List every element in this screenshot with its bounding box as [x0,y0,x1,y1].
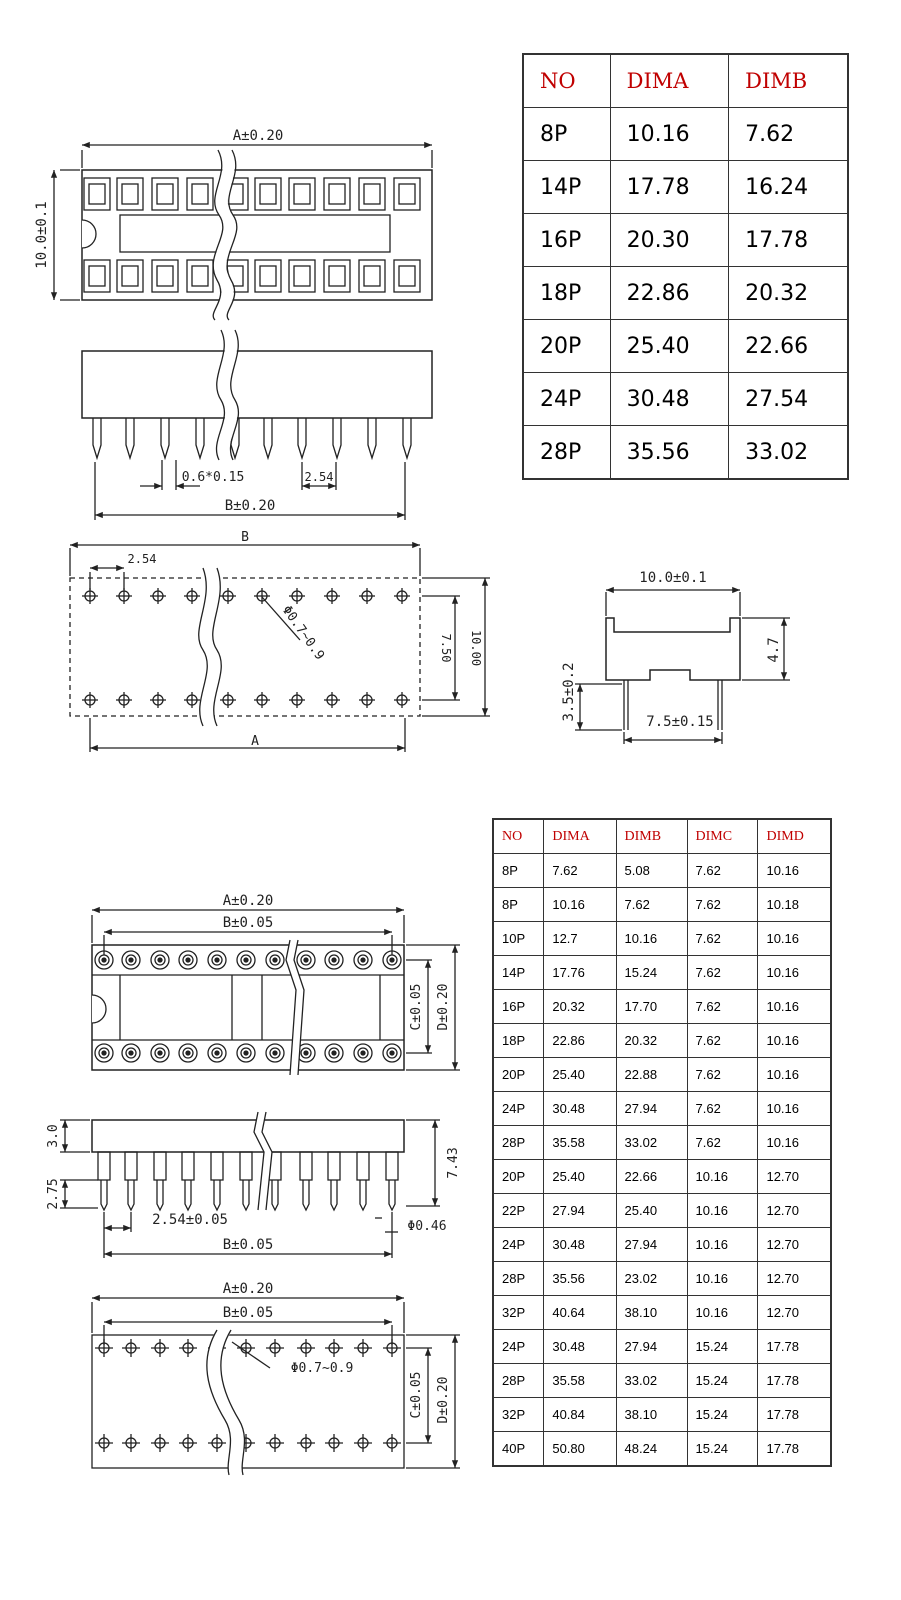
table-cell: 22.66 [729,320,848,373]
table-cell: 15.24 [616,956,687,990]
column-header: NO [523,54,610,108]
table-cell: 12.70 [758,1160,831,1194]
socket1-top-view [82,150,432,320]
column-header: DIMC [687,819,758,854]
contact-cell [255,260,281,292]
fp1-pitch: 2.54 [127,552,157,566]
table-cell: 25.40 [544,1058,616,1092]
machined-contact-core [186,1051,190,1055]
table-cell: 7.62 [616,888,687,922]
pin-sleeve [240,1152,252,1180]
contact-slot [294,184,310,204]
fp1-outer-width: 10.00 [469,629,483,667]
side1-pin-length: 3.5±0.2 [561,662,577,722]
table-row [523,426,848,480]
table-cell: 7.62 [687,1024,758,1058]
column-header: DIMA [544,819,616,854]
table-cell: 38.10 [616,1398,687,1432]
table-cell: 10.16 [687,1194,758,1228]
table-cell: 10.18 [758,888,831,922]
contact-cell [324,260,350,292]
table-cell: 7.62 [544,854,616,888]
pin [264,418,272,458]
d1-pitch: 2.54 [304,470,334,484]
contact-slot [157,184,173,204]
table-cell: 22.86 [610,267,729,320]
table-cell: 22.86 [544,1024,616,1058]
table-cell: 7.62 [687,922,758,956]
table-cell: 35.58 [544,1364,616,1398]
contact-slot [157,266,173,286]
column-header: DIMA [610,54,729,108]
table-cell: 35.58 [544,1126,616,1160]
d2-pin-dia: Φ0.46 [407,1219,447,1234]
pin [93,418,101,458]
table-cell: 10.16 [616,922,687,956]
contact-cell [394,260,420,292]
table-row [493,854,831,888]
fp1-bottom-dim: A [251,734,259,749]
table-cell: 22.88 [616,1058,687,1092]
machined-contact-core [332,958,336,962]
pin [214,1180,220,1210]
table-cell: 10.16 [758,922,831,956]
table-cell: 27.94 [616,1330,687,1364]
table-cell: 25.40 [544,1160,616,1194]
d2-body-h: 3.0 [46,1124,61,1148]
contact-cell [289,178,315,210]
table-cell: 10.16 [687,1296,758,1330]
table-cell: 33.02 [616,1126,687,1160]
contact-cell [289,260,315,292]
table-cell: 22.66 [616,1160,687,1194]
table-cell: 27.94 [544,1194,616,1228]
machined-contact-core [390,958,394,962]
table-cell: 40P [493,1432,544,1467]
pin-sleeve [300,1152,312,1180]
pin [126,418,134,458]
contact-slot [399,184,415,204]
table-row [493,1092,831,1126]
dimension-table-machined [492,818,832,1467]
column-header: NO [493,819,544,854]
table-cell: 12.70 [758,1228,831,1262]
pin-sleeve [182,1152,194,1180]
machined-contact-core [390,1051,394,1055]
table-cell: 17.70 [616,990,687,1024]
d2-a-dim: A±0.20 [222,893,274,909]
pin-sleeve [357,1152,369,1180]
machined-contact-core [304,958,308,962]
table-cell: 20P [523,320,610,373]
pin [389,1180,395,1210]
pin-sleeve [386,1152,398,1180]
table-header-row [493,819,831,854]
table-cell: 12.70 [758,1262,831,1296]
table-cell: 15.24 [687,1330,758,1364]
table-row [493,888,831,922]
pin [161,418,169,458]
table-row [523,267,848,320]
table-cell: 15.24 [687,1398,758,1432]
table-cell: 40.84 [544,1398,616,1432]
machined-contact-core [215,958,219,962]
table-cell: 20.32 [729,267,848,320]
socket2-side-view [92,1112,404,1210]
table-cell: 20.32 [616,1024,687,1058]
pin [331,1180,337,1210]
table-cell: 7.62 [687,1126,758,1160]
pin [196,418,204,458]
contact-slot [399,266,415,286]
pin [303,1180,309,1210]
machined-contact-core [332,1051,336,1055]
table-cell: 28P [493,1364,544,1398]
contact-slot [260,184,276,204]
table-cell: 16P [493,990,544,1024]
table-cell: 28P [493,1126,544,1160]
contact-cell [187,178,213,210]
table-cell: 22P [493,1194,544,1228]
table-row [493,1364,831,1398]
machined-contact-core [273,1051,277,1055]
fp2-hole: Φ0.7~0.9 [290,1361,354,1376]
table-cell: 32P [493,1398,544,1432]
table-cell: 27.94 [616,1092,687,1126]
fp2-c-dim: C±0.05 [409,1371,424,1419]
table-cell: 30.48 [544,1330,616,1364]
side1-width: 10.0±0.1 [639,570,707,586]
contact-cell [84,260,110,292]
table-cell: 50.80 [544,1432,616,1467]
table-row [493,990,831,1024]
table-cell: 27.54 [729,373,848,426]
table-cell: 8P [523,108,610,161]
table-row [523,108,848,161]
contact-slot [89,184,105,204]
contact-cell [324,178,350,210]
contact-slot [294,266,310,286]
table-header-row [523,54,848,108]
table-cell: 5.08 [616,854,687,888]
table-cell: 17.78 [758,1432,831,1467]
table-cell: 32P [493,1296,544,1330]
table-row [493,1058,831,1092]
pin [128,1180,134,1210]
column-header: DIMB [616,819,687,854]
d2-bottom-dim: B±0.05 [222,1237,274,1253]
contact-slot [329,184,345,204]
table-cell: 24P [493,1092,544,1126]
table-cell: 35.56 [544,1262,616,1296]
table-cell: 24P [493,1228,544,1262]
pin-sleeve [98,1152,110,1180]
table-cell: 8P [493,888,544,922]
machined-contact-core [102,958,106,962]
contact-cell [152,260,178,292]
table-row [493,1126,831,1160]
pin [298,418,306,458]
contact-slot [329,266,345,286]
contact-cell [84,178,110,210]
table-cell: 10.16 [687,1228,758,1262]
table-cell: 10.16 [610,108,729,161]
table-cell: 10.16 [758,1024,831,1058]
table-row [493,1024,831,1058]
contact-cell [117,260,143,292]
pin [368,418,376,458]
table-cell: 10.16 [758,854,831,888]
d2-pitch: 2.54±0.05 [152,1212,228,1228]
table-row [523,373,848,426]
table-row [493,1194,831,1228]
machined-contact-core [102,1051,106,1055]
table-cell: 16P [523,214,610,267]
contact-slot [89,266,105,286]
contact-cell [187,260,213,292]
table-cell: 33.02 [616,1364,687,1398]
table-row [493,1262,831,1296]
side1-height: 4.7 [766,637,782,663]
table-cell: 17.78 [610,161,729,214]
pin [272,1180,278,1210]
table-cell: 7.62 [687,854,758,888]
table-cell: 18P [493,1024,544,1058]
pin [360,1180,366,1210]
d1-top-dim: A±0.20 [232,128,284,144]
machined-contact-core [361,1051,365,1055]
side1-pin-spacing: 7.5±0.15 [646,714,714,730]
table-row [493,956,831,990]
pin [243,1180,249,1210]
contact-cell [255,178,281,210]
table-cell: 10.16 [758,990,831,1024]
table-cell: 7.62 [729,108,848,161]
fp2-d-dim: D±0.20 [436,1376,451,1424]
machined-contact-core [273,958,277,962]
contact-slot [192,266,208,286]
table-cell: 17.76 [544,956,616,990]
contact-cell [359,260,385,292]
socket1-side-view [82,330,432,460]
table-cell: 33.02 [729,426,848,480]
footprint1 [70,568,420,726]
table-cell: 10.16 [758,1092,831,1126]
machined-contact-core [186,958,190,962]
table-cell: 10.16 [758,956,831,990]
table-cell: 12.70 [758,1296,831,1330]
table-cell: 27.94 [616,1228,687,1262]
d2-c-dim: C±0.05 [409,983,424,1031]
table-cell: 38.10 [616,1296,687,1330]
table-cell: 15.24 [687,1432,758,1467]
contact-cell [359,178,385,210]
column-header: DIMD [758,819,831,854]
d2-pin-h: 2.75 [46,1178,61,1210]
table-cell: 14P [523,161,610,214]
table-cell: 17.78 [758,1364,831,1398]
machined-contact-core [158,958,162,962]
table-cell: 20.32 [544,990,616,1024]
machined-contact-core [129,958,133,962]
table-cell: 10.16 [687,1262,758,1296]
d1-height-dim: 10.0±0.1 [34,201,50,269]
fp1-top-dim: B [241,530,249,545]
table-cell: 30.48 [610,373,729,426]
pin-sleeve [154,1152,166,1180]
fp2-b-dim: B±0.05 [222,1305,274,1321]
table-cell: 7.62 [687,888,758,922]
contact-slot [364,266,380,286]
table-cell: 12.70 [758,1194,831,1228]
table-row [493,922,831,956]
table-cell: 10.16 [687,1160,758,1194]
table-cell: 25.40 [610,320,729,373]
contact-slot [260,266,276,286]
table-cell: 10.16 [758,1058,831,1092]
contact-slot [192,184,208,204]
pin [101,1180,107,1210]
fp1-hole: Φ0.7~0.9 [278,603,327,663]
footprint2 [92,1330,404,1475]
machined-contact-core [361,958,365,962]
table-cell: 48.24 [616,1432,687,1467]
contact-slot [364,184,380,204]
table-cell: 15.24 [687,1364,758,1398]
table-cell: 24P [523,373,610,426]
column-header: DIMB [729,54,848,108]
table-cell: 7.62 [687,990,758,1024]
machined-contact-core [129,1051,133,1055]
machined-contact-core [158,1051,162,1055]
table-cell: 12.7 [544,922,616,956]
table-cell: 30.48 [544,1092,616,1126]
table-cell: 10.16 [758,1126,831,1160]
pin [157,1180,163,1210]
table-cell: 16.24 [729,161,848,214]
fp1-row-spacing: 7.50 [439,633,453,663]
d2-total-h: 7.43 [446,1147,461,1179]
contact-cell [117,178,143,210]
pin-sleeve [211,1152,223,1180]
d1-pin-width: 0.6*0.15 [181,470,245,485]
table-cell: 20P [493,1058,544,1092]
table-cell: 24P [493,1330,544,1364]
table-cell: 35.56 [610,426,729,480]
pin [333,418,341,458]
pin-sleeve [328,1152,340,1180]
table-cell: 20P [493,1160,544,1194]
table-cell: 7.62 [687,1092,758,1126]
table-row [493,1296,831,1330]
pin [185,1180,191,1210]
table-cell: 8P [493,854,544,888]
table-cell: 17.78 [758,1330,831,1364]
table-cell: 40.64 [544,1296,616,1330]
contact-slot [122,184,138,204]
table-row [523,161,848,214]
socket2-top-view [92,940,404,1075]
machined-contact-core [304,1051,308,1055]
table-cell: 10.16 [544,888,616,922]
table-row [493,1330,831,1364]
table-cell: 17.78 [758,1398,831,1432]
machined-contact-core [244,958,248,962]
pin [403,418,411,458]
d2-b-dim: B±0.05 [222,915,274,931]
contact-slot [122,266,138,286]
table-row [493,1432,831,1467]
table-cell: 30.48 [544,1228,616,1262]
table-cell: 23.02 [616,1262,687,1296]
table-cell: 7.62 [687,956,758,990]
table-cell: 25.40 [616,1194,687,1228]
table-cell: 18P [523,267,610,320]
d1-bottom-dim: B±0.20 [224,498,276,514]
d2-d-dim: D±0.20 [436,983,451,1031]
table-cell: 7.62 [687,1058,758,1092]
table-row [493,1228,831,1262]
table-row [493,1160,831,1194]
machined-contact-core [215,1051,219,1055]
table-row [493,1398,831,1432]
table-cell: 28P [493,1262,544,1296]
machined-contact-core [244,1051,248,1055]
table-row [523,320,848,373]
table-cell: 20.30 [610,214,729,267]
dimension-table-stamped [522,53,849,480]
table-cell: 17.78 [729,214,848,267]
table-cell: 28P [523,426,610,480]
pin-sleeve [125,1152,137,1180]
contact-cell [152,178,178,210]
table-cell: 14P [493,956,544,990]
fp2-a-dim: A±0.20 [222,1281,274,1297]
table-row [523,214,848,267]
contact-cell [394,178,420,210]
table-cell: 10P [493,922,544,956]
